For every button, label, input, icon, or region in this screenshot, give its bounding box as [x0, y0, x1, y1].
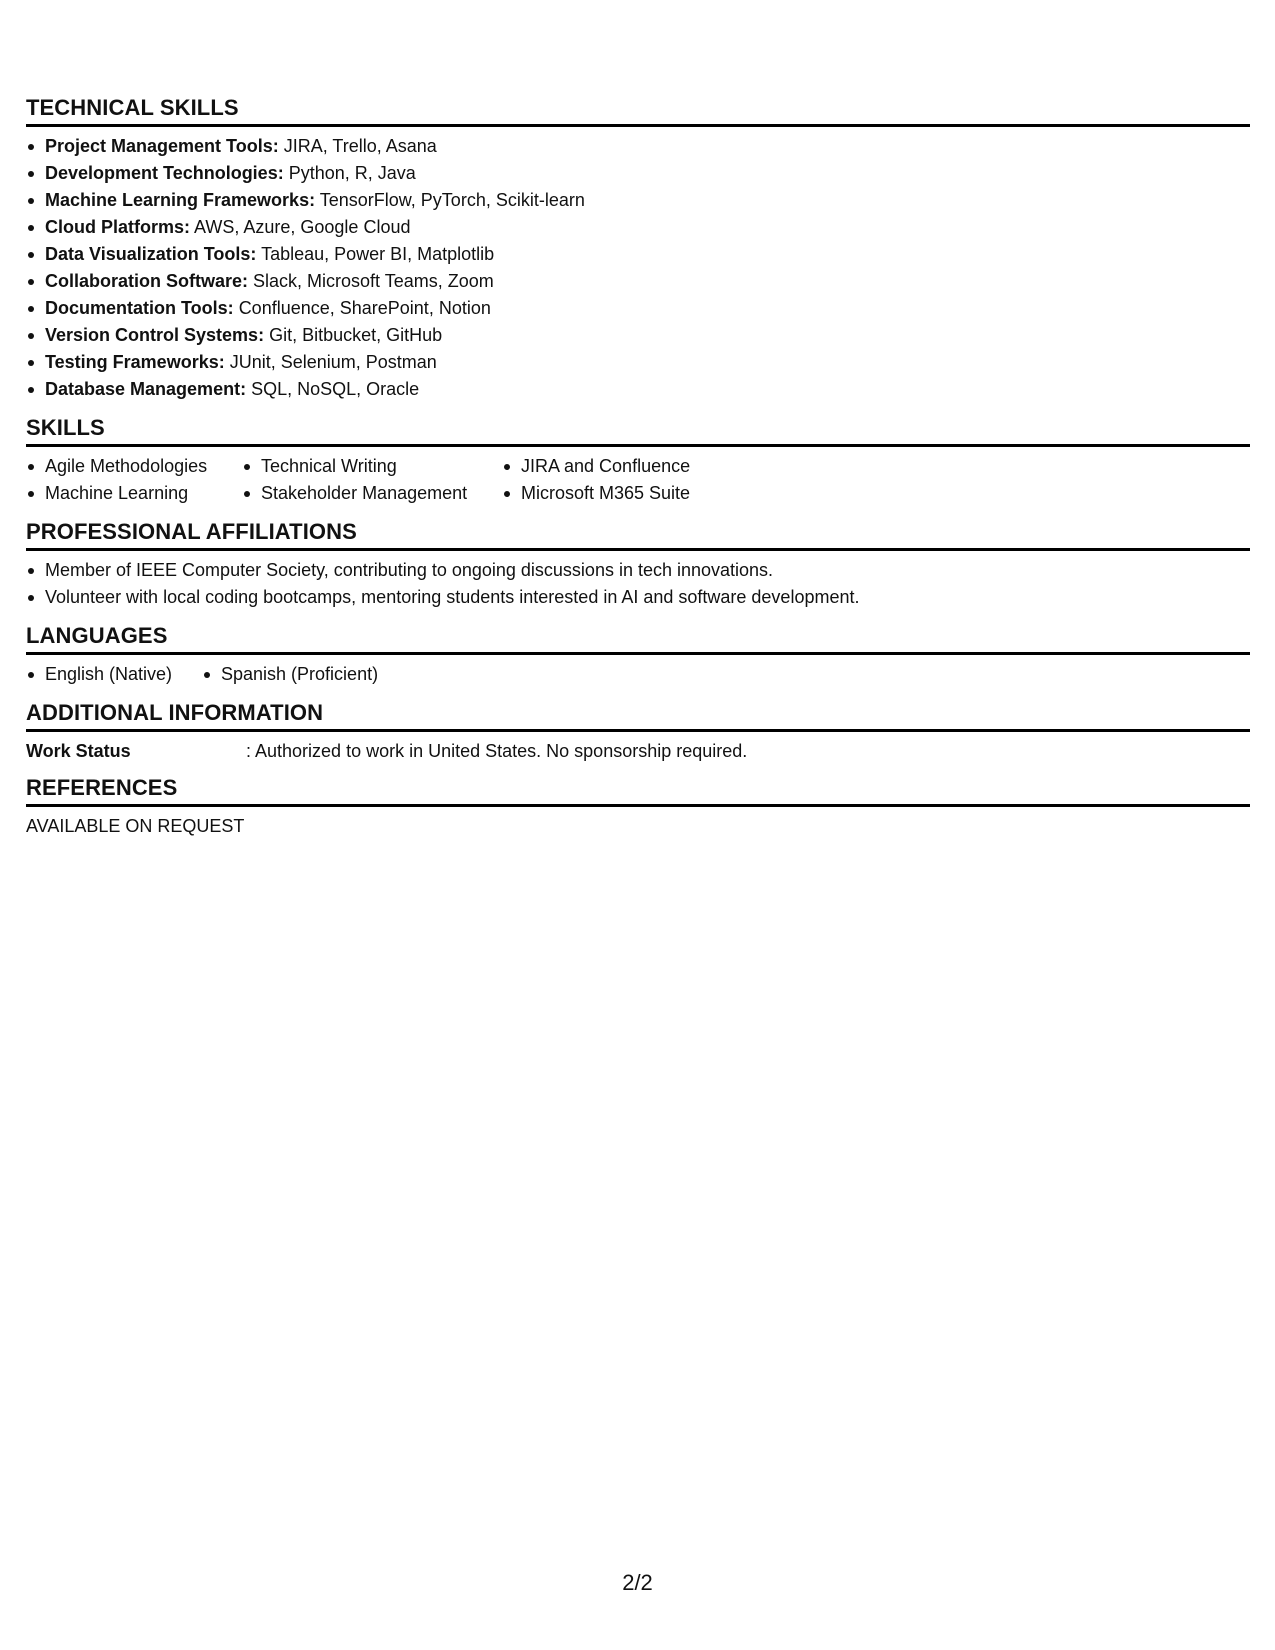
references-title: REFERENCES — [26, 775, 1250, 807]
skill-item: JIRA and Confluence — [502, 453, 742, 480]
work-status-label: Work Status — [26, 741, 131, 761]
skills-title: SKILLS — [26, 415, 1250, 447]
languages-column — [26, 661, 202, 688]
language-item: Spanish (Proficient) — [202, 661, 378, 688]
skills-column — [502, 453, 742, 507]
technical-skills-list — [26, 133, 1250, 403]
references-section — [26, 775, 1250, 840]
skills-column — [26, 453, 242, 507]
skills-section — [26, 415, 1250, 507]
additional-info-section — [26, 700, 1250, 765]
technical-skill-item: Collaboration Software: Slack, Microsoft Teams, Zoom — [26, 268, 1250, 295]
languages-column — [202, 661, 378, 688]
technical-skill-item: Cloud Platforms: AWS, Azure, Google Cloud — [26, 214, 1250, 241]
additional-info-title: ADDITIONAL INFORMATION — [26, 700, 1250, 732]
work-status-row — [26, 738, 1250, 765]
affiliation-item: Member of IEEE Computer Society, contributing to ongoing discussions in tech innovations. — [26, 557, 1250, 584]
work-status-value: : Authorized to work in United States. No sponsorship required. — [246, 741, 748, 761]
affiliations-section — [26, 519, 1250, 611]
languages-section — [26, 623, 1250, 688]
affiliation-item: Volunteer with local coding bootcamps, mentoring students interested in AI and software development. — [26, 584, 1250, 611]
references-text: AVAILABLE ON REQUEST — [26, 816, 245, 836]
technical-skills-section — [26, 95, 1250, 403]
affiliations-list — [26, 557, 1250, 611]
languages-title: LANGUAGES — [26, 623, 1250, 655]
technical-skill-item: Data Visualization Tools: Tableau, Power BI, Matplotlib — [26, 241, 1250, 268]
resume-page — [26, 95, 1250, 840]
skills-column — [242, 453, 502, 507]
technical-skill-item: Documentation Tools: Confluence, SharePoint, Notion — [26, 295, 1250, 322]
skill-item: Technical Writing — [242, 453, 502, 480]
technical-skill-item: Machine Learning Frameworks: TensorFlow, PyTorch, Scikit-learn — [26, 187, 1250, 214]
technical-skill-item: Testing Frameworks: JUnit, Selenium, Postman — [26, 349, 1250, 376]
language-item: English (Native) — [26, 661, 202, 688]
technical-skills-title: TECHNICAL SKILLS — [26, 95, 1250, 127]
page-number: 2/2 — [622, 1570, 653, 1595]
technical-skill-item: Version Control Systems: Git, Bitbucket, GitHub — [26, 322, 1250, 349]
affiliations-title: PROFESSIONAL AFFILIATIONS — [26, 519, 1250, 551]
skill-item: Agile Methodologies — [26, 453, 242, 480]
skill-item: Stakeholder Management — [242, 480, 502, 507]
languages-row — [26, 661, 1250, 688]
skill-item: Machine Learning — [26, 480, 242, 507]
technical-skill-item: Database Management: SQL, NoSQL, Oracle — [26, 376, 1250, 403]
technical-skill-item: Project Management Tools: JIRA, Trello, Asana — [26, 133, 1250, 160]
skills-grid — [26, 453, 1250, 507]
technical-skill-item: Development Technologies: Python, R, Java — [26, 160, 1250, 187]
skill-item: Microsoft M365 Suite — [502, 480, 742, 507]
